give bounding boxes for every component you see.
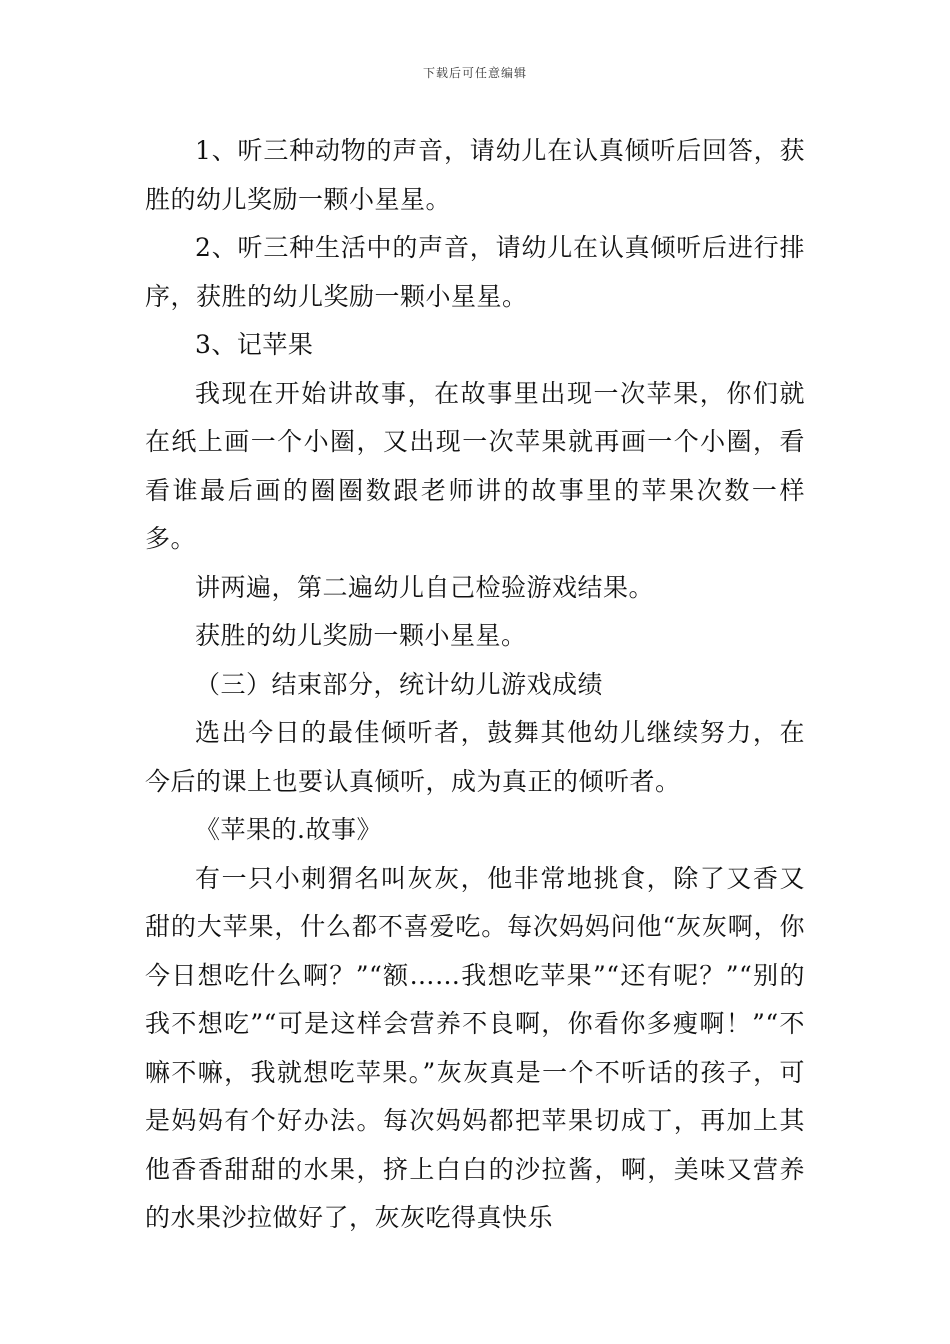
paragraph-remember-apples-heading: 3、记苹果 — [195, 330, 314, 359]
paragraph-section-ending: （三）结束部分，统计幼儿游戏成绩 — [195, 669, 604, 699]
document-body — [145, 127, 805, 1243]
paragraph-story-instructions: 我现在开始讲故事，在故事里出现一次苹果，你们就在纸上画一个小圈，又出现一次苹果就再画一个小圈，看看谁最后画的圈圈数跟老师讲的故事里的苹果次数一样多。 — [145, 378, 805, 553]
paragraph-best-listener: 选出今日的最佳倾听者，鼓舞其他幼儿继续努力，在今后的课上也要认真倾听，成为真正的倾听者。 — [145, 718, 805, 796]
paragraph-listen-life-sounds: 2、听三种生活中的声音，请幼儿在认真倾听后进行排序，获胜的幼儿奖励一颗小星星。 — [145, 233, 805, 311]
paragraph-reward: 获胜的幼儿奖励一颗小星星。 — [195, 621, 527, 650]
paragraph-tell-twice: 讲两遍，第二遍幼儿自己检验游戏结果。 — [195, 572, 655, 602]
page-header: 下载后可任意编辑 — [422, 66, 527, 80]
paragraph-listen-animals: 1、听三种动物的声音，请幼儿在认真倾听后回答，获胜的幼儿奖励一颗小星星。 — [145, 136, 805, 214]
paragraph-story-title: 《苹果的.故事》 — [195, 815, 382, 844]
paragraph-story-body: 有一只小刺猬名叫灰灰，他非常地挑食，除了又香又甜的大苹果，什么都不喜爱吃。每次妈妈问他“灰灰啊，你今日想吃什么啊？”“额……我想吃苹果”“还有呢？”“别的我不想吃”“可是这样会营养不良啊，你看你多瘦啊！”“不嘛不嘛，我就想吃苹果。”灰灰真是一个不听话的孩子，可是妈妈有个好办法。每次妈妈都把苹果切成丁，再加上其他香香甜甜的水果，挤上白白的沙拉酱，啊，美味又营养的水果沙拉做好了，灰灰吃得真快乐 — [145, 863, 805, 1232]
